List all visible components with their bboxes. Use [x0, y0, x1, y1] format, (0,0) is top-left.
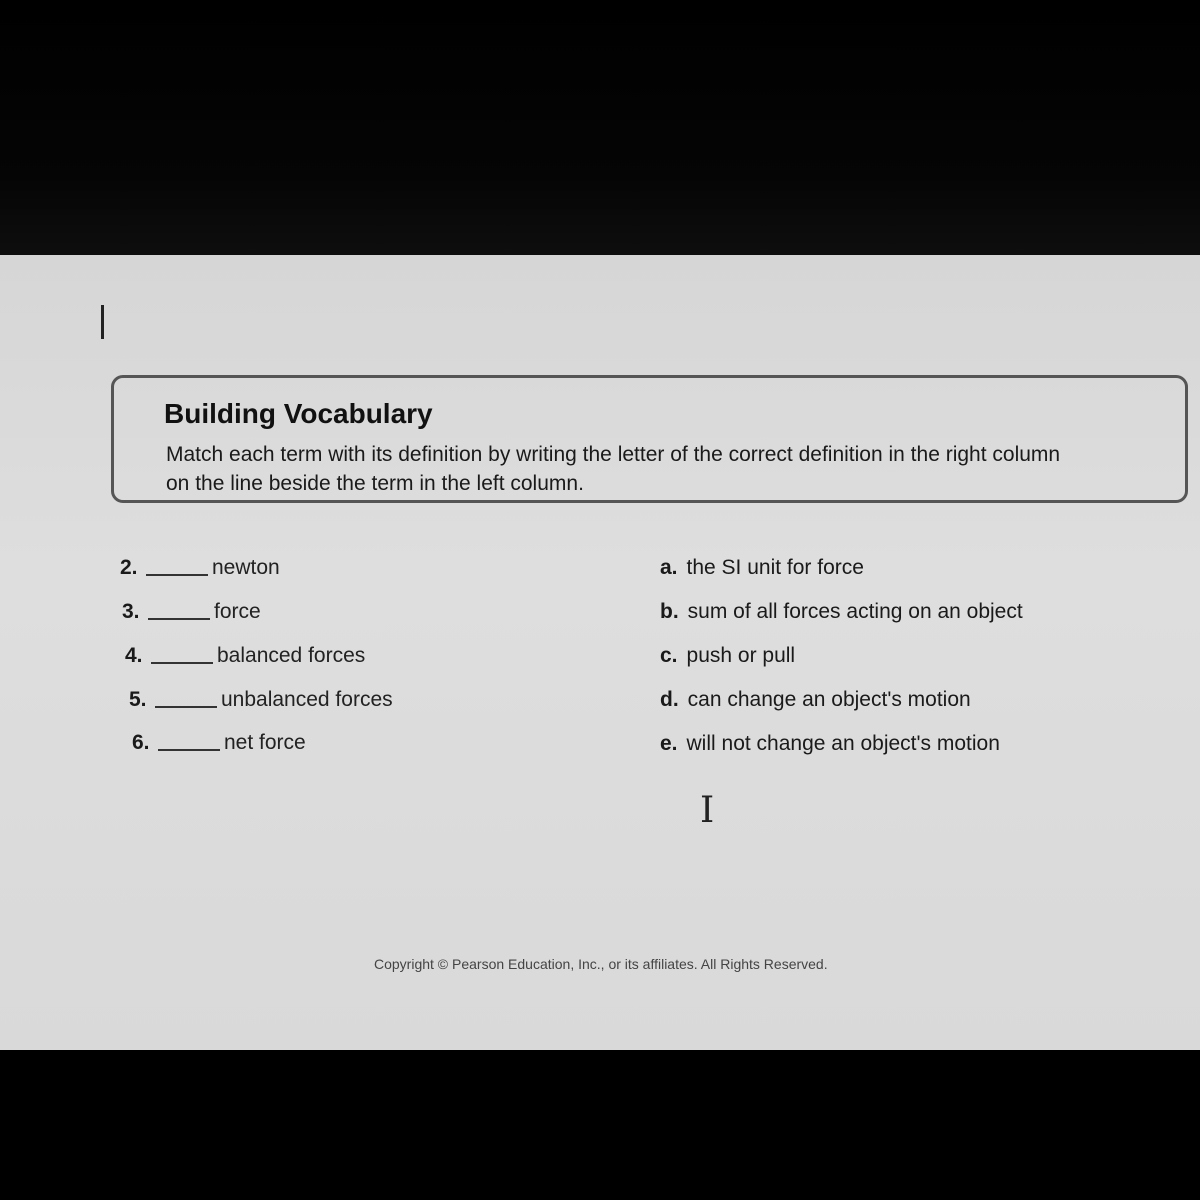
term-number: 2. [120, 556, 138, 579]
definition-text: the SI unit for force [686, 556, 864, 579]
definition-row [660, 638, 795, 668]
monitor-bezel-bottom [0, 1050, 1200, 1200]
answer-blank[interactable] [155, 688, 217, 708]
term-label: force [214, 600, 261, 623]
definition-letter: c. [660, 644, 678, 667]
definition-row [660, 682, 971, 712]
instructions-text: Match each term with its definition by writing the letter of the correct definition in the right column on the line beside the term in the left column. [166, 443, 1061, 495]
definition-letter: d. [660, 688, 679, 711]
term-label: newton [212, 556, 280, 579]
definition-letter: a. [660, 556, 678, 579]
definition-letter: b. [660, 600, 679, 623]
definition-text: will not change an object's motion [686, 732, 1000, 755]
section-title: Building Vocabulary [164, 398, 433, 429]
answer-blank[interactable] [146, 556, 208, 576]
term-label: unbalanced forces [221, 688, 393, 711]
definition-row [660, 594, 1023, 624]
term-label: balanced forces [217, 644, 366, 667]
answer-blank[interactable] [151, 644, 213, 664]
definition-text: sum of all forces acting on an object [687, 600, 1023, 623]
term-number: 4. [125, 644, 143, 667]
term-number: 5. [129, 688, 147, 711]
definition-text: can change an object's motion [687, 688, 971, 711]
term-number: 3. [122, 600, 140, 623]
definition-letter: e. [660, 732, 678, 755]
definition-row [660, 726, 1000, 756]
text-caret-icon [101, 305, 104, 339]
term-number: 6. [132, 731, 150, 754]
answer-blank[interactable] [148, 600, 210, 620]
term-label: net force [224, 731, 306, 754]
ibeam-cursor-icon: I [700, 790, 715, 831]
term-row [125, 638, 365, 668]
term-row [132, 725, 306, 755]
copyright-notice: Copyright © Pearson Education, Inc., or its affiliates. All Rights Reserved. [374, 956, 828, 972]
answer-blank[interactable] [158, 731, 220, 751]
definition-row [660, 550, 864, 580]
term-row [120, 550, 280, 580]
definition-text: push or pull [686, 644, 796, 667]
term-row [129, 682, 393, 712]
monitor-bezel-top [0, 0, 1200, 255]
term-row [122, 594, 261, 624]
